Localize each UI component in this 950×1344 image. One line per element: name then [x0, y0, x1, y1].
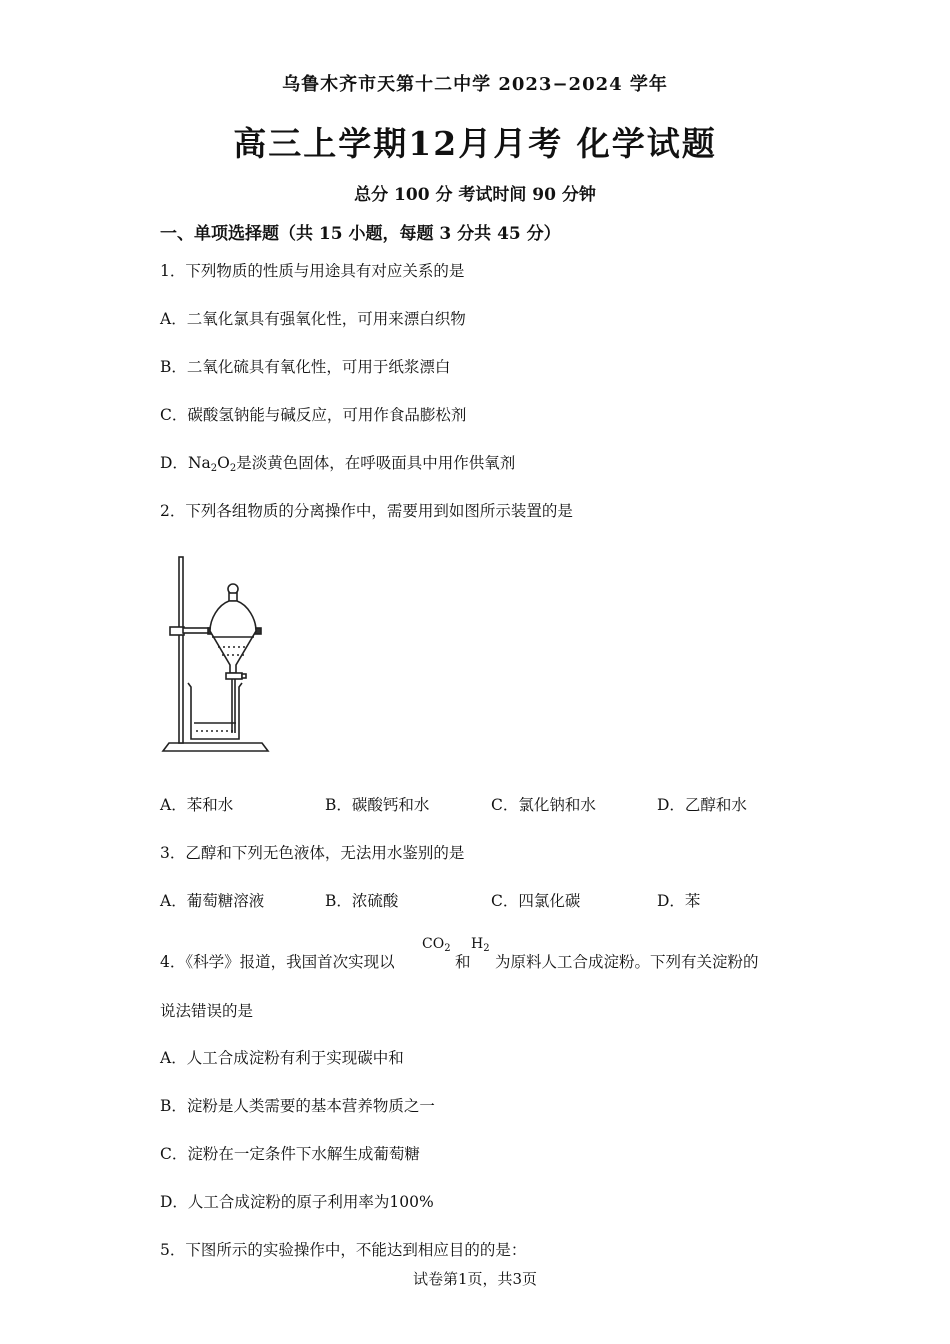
q1-formula-na: Na [187, 454, 211, 472]
q4-option-c: C．淀粉在一定条件下水解生成葡萄糖 [160, 1145, 420, 1163]
q4-option-a: A．人工合成淀粉有利于实现碳中和 [160, 1049, 404, 1067]
q2-option-a: A．苯和水 [160, 796, 234, 814]
q1-option-d-prefix: D． [160, 454, 188, 472]
q2-option-c: C．氯化钠和水 [491, 796, 596, 814]
q1-option-a: A．二氧化氯具有强氧化性，可用来漂白织物 [160, 310, 466, 328]
q2-option-b: B．碳酸钙和水 [325, 796, 430, 814]
q3-option-c: C．四氯化碳 [491, 892, 581, 910]
q4-and: 和 [455, 953, 471, 971]
q3-option-d: D．苯 [657, 892, 701, 910]
q2-stem: 2．下列各组物质的分离操作中，需要用到如图所示装置的是 [160, 502, 573, 520]
q1-option-c: C．碳酸氢钠能与碱反应，可用作食品膨松剂 [160, 406, 467, 424]
q1-option-b: B．二氧化硫具有氧化性，可用于纸浆漂白 [160, 358, 451, 376]
q4-option-b: B．淀粉是人类需要的基本营养物质之一 [160, 1097, 435, 1115]
section-heading: 一、单项选择题（共 15 小题，每题 3 分共 45 分） [160, 224, 561, 244]
q3-stem: 3．乙醇和下列无色液体，无法用水鉴别的是 [160, 844, 465, 862]
exam-subtitle: 总分 100 分 考试时间 90 分钟 [354, 185, 596, 205]
q4-stem-part1: 4．《科学》报道，我国首次实现以 [160, 953, 395, 971]
q4-co2-sub: 2 [444, 943, 451, 954]
q4-stem-line2: 说法错误的是 [160, 1002, 254, 1020]
q4-co2-text: CO [422, 936, 445, 952]
q2-option-d: D．乙醇和水 [657, 796, 747, 814]
q1-formula-na-sub: 2 [210, 463, 218, 474]
separatory-funnel-apparatus [158, 553, 273, 753]
q3-option-b: B．浓硫酸 [325, 892, 399, 910]
q4-h2-text: H [471, 936, 484, 952]
q1-option-d-rest: 是淡黄色固体，在呼吸面具中用作供氧剂 [236, 454, 516, 472]
q4-option-d: D．人工合成淀粉的原子利用率为100% [160, 1193, 434, 1211]
q1-formula-o: O [217, 454, 230, 472]
q3-option-a: A．葡萄糖溶液 [160, 892, 265, 910]
q1-stem: 1．下列物质的性质与用途具有对应关系的是 [160, 262, 465, 280]
page-footer: 试卷第1页，共3页 [412, 1270, 538, 1288]
q4-formula-co2 [422, 936, 451, 954]
school-header: 乌鲁木齐市天第十二中学 2023−2024 学年 [282, 74, 668, 95]
q4-formula-h2 [471, 936, 490, 954]
q5-stem: 5．下图所示的实验操作中，不能达到相应目的的是： [160, 1241, 527, 1259]
q1-option-d [160, 451, 515, 474]
q1-formula-o-sub: 2 [229, 463, 237, 474]
exam-title: 高三上学期12月月考 化学试题 [233, 124, 717, 163]
q4-h2-sub: 2 [483, 943, 490, 954]
q4-stem-part2: 为原料人工合成淀粉。下列有关淀粉的 [495, 953, 759, 971]
